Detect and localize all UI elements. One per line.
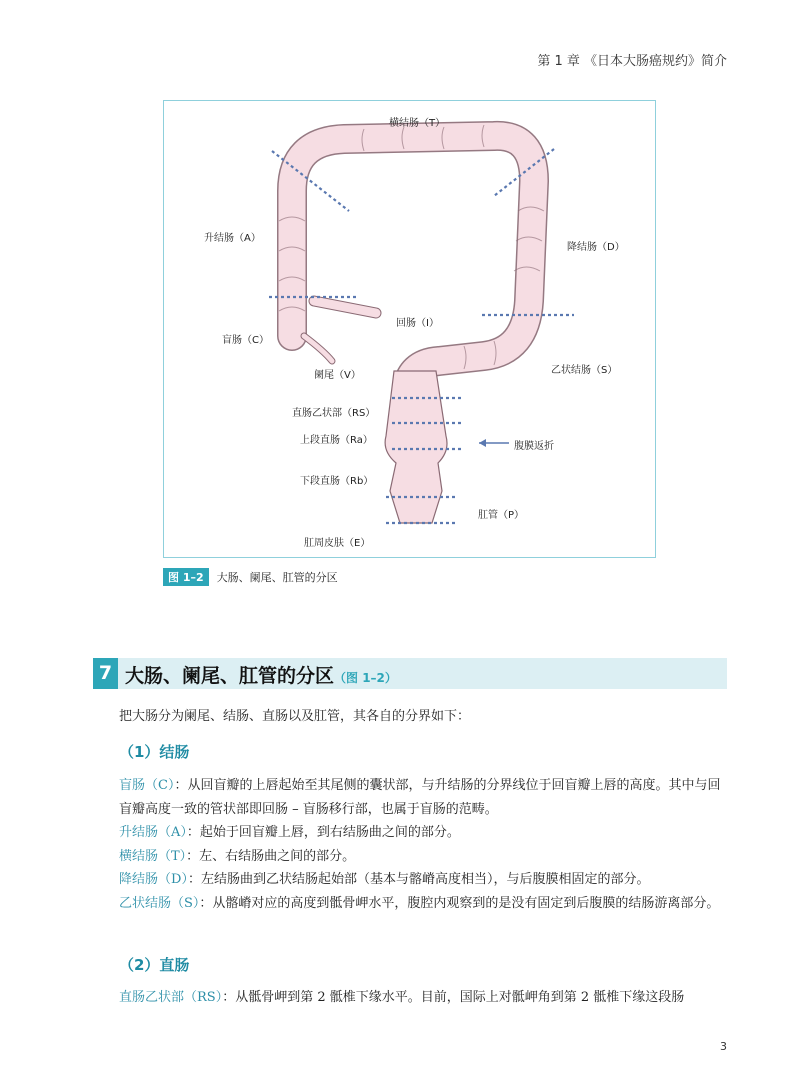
figure-caption-text: 大肠、阑尾、肛管的分区	[216, 571, 338, 584]
subheading-rectum: （2）直肠	[119, 956, 190, 974]
term-ascending: 升结肠（A）	[119, 825, 187, 840]
figure-large-intestine-diagram	[163, 100, 656, 558]
figure-tag: 图 1–2	[163, 568, 209, 586]
section-heading	[93, 658, 727, 689]
term-descending: 降结肠（D）	[119, 872, 188, 887]
paragraph-ascending	[93, 821, 727, 845]
text-transverse: ：左、右结肠曲之间的部分。	[186, 848, 356, 864]
label-perianal-skin: 肛周皮肤（E）	[304, 538, 371, 549]
rectum-definitions	[93, 986, 727, 1010]
section-figure-ref: （图 1–2）	[334, 671, 397, 685]
subheading-colon: （1）结肠	[119, 743, 190, 761]
label-peritoneal-reflection: 腹膜返折	[514, 441, 554, 452]
figure-caption	[163, 568, 338, 586]
label-ascending-colon: 升结肠（A）	[204, 233, 261, 244]
colon-definitions	[93, 774, 727, 915]
paragraph-cecum	[93, 774, 727, 821]
rectum-shape	[385, 371, 447, 523]
label-cecum: 盲肠（C）	[222, 335, 269, 346]
intro-paragraph: 把大肠分为阑尾、结肠、直肠以及肛管，其各自的分界如下：	[119, 709, 471, 724]
text-rectosigmoid: ：从骶骨岬到第 2 骶椎下缘水平。目前，国际上对骶岬角到第 2 骶椎下缘这段肠	[222, 990, 685, 1005]
text-descending: ：左结肠曲到乙状结肠起始部（基本与髂嵴高度相当），与后腹膜相固定的部分。	[187, 872, 650, 887]
term-transverse: 横结肠（T）	[119, 848, 187, 864]
text-sigmoid: ：从髂嵴对应的高度到骶骨岬水平，腹腔内观察到的是没有固定到后腹膜的结肠游离部分。	[199, 895, 720, 911]
large-intestine-illustration	[164, 101, 657, 559]
label-transverse-colon: 横结肠（T）	[389, 118, 446, 129]
paragraph-rectosigmoid	[93, 986, 727, 1010]
page-number: 3	[720, 1040, 727, 1053]
running-header: 第 1 章 《日本大肠癌规约》简介	[537, 54, 727, 69]
label-rectosigmoid: 直肠乙状部（RS）	[292, 408, 376, 419]
label-anal-canal: 肛管（P）	[478, 510, 525, 521]
label-ileum: 回肠（I）	[396, 318, 439, 329]
term-sigmoid: 乙状结肠（S）	[119, 895, 200, 911]
text-cecum: ：从回盲瓣的上唇起始至其尾侧的囊状部，与升结肠的分界线位于回盲瓣上唇的高度。其中与回盲瓣高度一致的管状部即回肠 – 盲肠移行部，也属于盲肠的范畴。	[119, 778, 721, 817]
label-lower-rectum: 下段直肠（Rb）	[300, 476, 374, 487]
section-title	[125, 661, 397, 688]
paragraph-descending	[93, 868, 727, 892]
section-number: 7	[93, 658, 118, 689]
section-title-text: 大肠、阑尾、肛管的分区	[125, 665, 335, 687]
label-appendix: 阑尾（V）	[314, 370, 361, 381]
label-upper-rectum: 上段直肠（Ra）	[300, 435, 373, 446]
label-descending-colon: 降结肠（D）	[567, 242, 625, 253]
term-cecum: 盲肠（C）	[119, 778, 175, 793]
text-ascending: ：起始于回盲瓣上唇，到右结肠曲之间的部分。	[186, 825, 460, 840]
term-rectosigmoid: 直肠乙状部（RS）	[119, 990, 223, 1005]
paragraph-transverse	[93, 845, 727, 869]
paragraph-sigmoid	[93, 892, 727, 916]
label-sigmoid-colon: 乙状结肠（S）	[551, 365, 618, 376]
